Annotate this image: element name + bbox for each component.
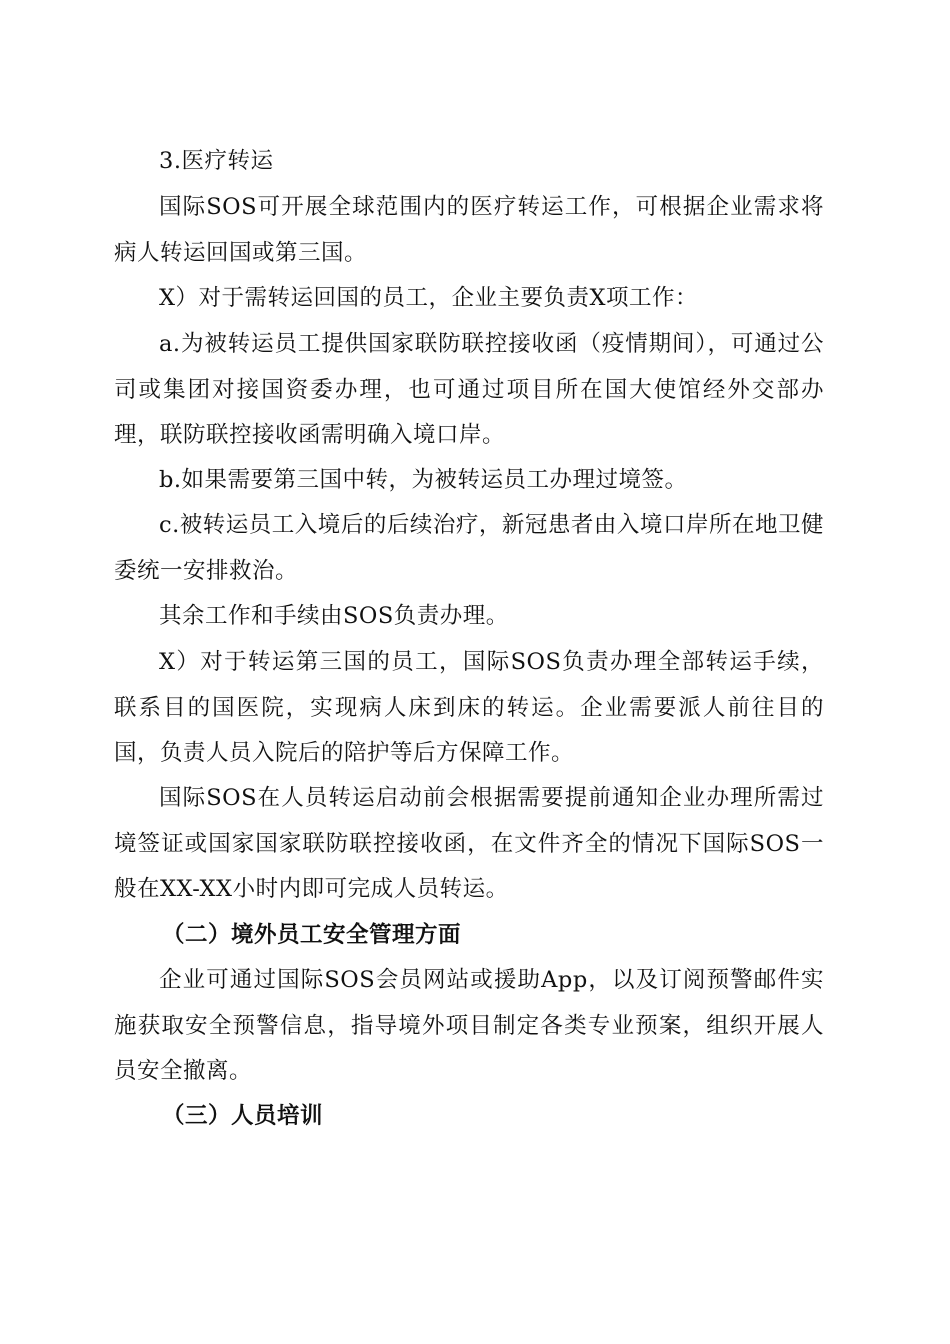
paragraph-sos-responsibility: 其余工作和手续由SOS负责办理。 [159,603,509,629]
section-heading-safety-management: （二）境外员工安全管理方面 [162,922,462,948]
paragraph-item-b: b.如果需要第三国中转，为被转运员工办理过境签。 [159,467,688,493]
paragraph-transport-timeline: 国际SOS在人员转运启动前会根据需要提前通知企业办理所需过境签证或国家国家联防联控接收函，在文件齐全的情况下国际SOS一般在XX-XX小时内即可完成人员转运。 [114,785,824,902]
paragraph-item-a: a.为被转运员工提供国家联防联控接收函（疫情期间），可通过公司或集团对接国资委办理，也可通过项目所在国大使馆经外交部办理，联防联控接收函需明确入境口岸。 [114,331,824,448]
section-heading-training: （三）人员培训 [162,1103,324,1129]
paragraph-item-c: c.被转运员工入境后的后续治疗，新冠患者由入境口岸所在地卫健委统一安排救治。 [114,512,824,584]
section-subheading-medical-transport: 3.医疗转运 [159,148,274,174]
paragraph-medical-transport-intro: 国际SOS可开展全球范围内的医疗转运工作，可根据企业需求将病人转运回国或第三国。 [114,194,824,266]
paragraph-repatriation-duties: X）对于需转运回国的员工，企业主要负责X项工作： [159,285,699,311]
paragraph-third-country-transport: X）对于转运第三国的员工，国际SOS负责办理全部转运手续，联系目的国医院，实现病人床到床的转运。企业需要派人前往目的国，负责人员入院后的陪护等后方保障工作。 [114,649,824,766]
paragraph-safety-alerts: 企业可通过国际SOS会员网站或援助App，以及订阅预警邮件实施获取安全预警信息，指导境外项目制定各类专业预案，组织开展人员安全撤离。 [114,967,824,1084]
